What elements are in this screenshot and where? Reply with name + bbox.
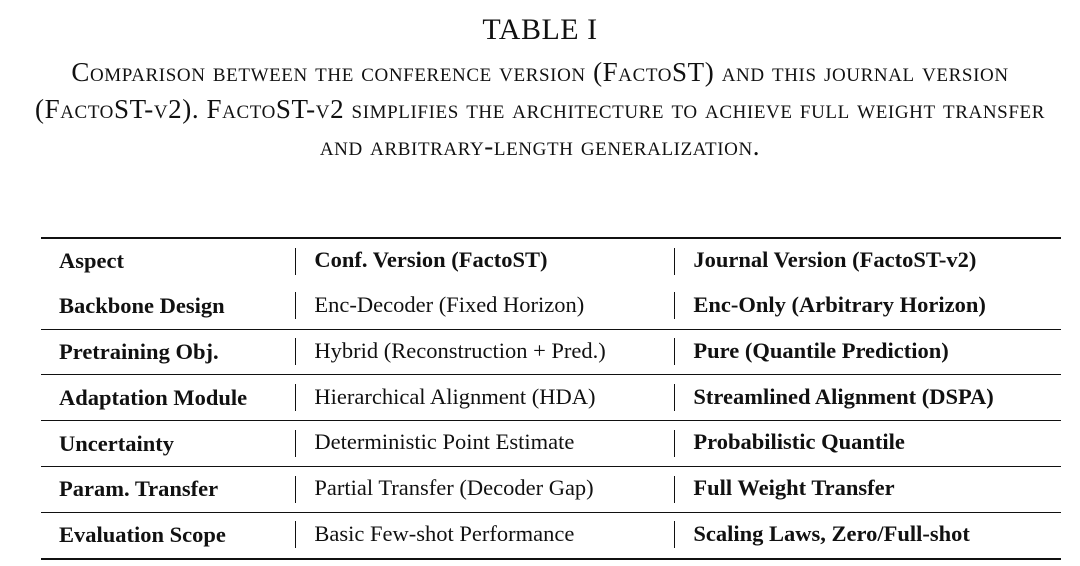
row-conf-value: Basic Few-shot Performance (314, 521, 575, 546)
column-separator (674, 384, 675, 411)
table-row (41, 512, 1061, 558)
row-conf-value: Partial Transfer (Decoder Gap) (314, 475, 594, 501)
row-journal-value: Enc-Only (Arbitrary Horizon) (693, 292, 986, 318)
row-conf-value: Hybrid (Reconstruction + Pred.) (314, 337, 606, 363)
column-separator (674, 476, 675, 503)
column-separator (295, 338, 296, 365)
column-separator (674, 292, 675, 319)
row-conf-value: Enc-Decoder (Fixed Horizon) (314, 292, 585, 318)
column-separator (295, 292, 296, 319)
column-separator (674, 430, 675, 457)
row-aspect: Param. Transfer (41, 466, 295, 512)
column-separator (295, 430, 296, 457)
comparison-table-container (41, 237, 1061, 560)
column-separator (674, 248, 675, 275)
table-caption (0, 12, 1080, 165)
comparison-table (41, 237, 1061, 560)
header-conf-version: Conf. Version (FactoST) (314, 247, 548, 273)
row-journal-value: Pure (Quantile Prediction) (693, 337, 949, 363)
column-separator (295, 248, 296, 275)
row-aspect: Adaptation Module (41, 375, 295, 421)
row-conf-value: Deterministic Point Estimate (314, 429, 575, 455)
table-header-row (41, 238, 1061, 284)
header-journal-version: Journal Version (FactoST-v2) (693, 247, 977, 273)
table-row (41, 421, 1061, 467)
table-row (41, 375, 1061, 421)
row-aspect: Pretraining Obj. (41, 329, 295, 375)
column-separator (295, 476, 296, 503)
column-separator (295, 384, 296, 411)
column-separator (674, 521, 675, 548)
table-label: TABLE I (482, 13, 598, 46)
row-journal-value: Scaling Laws, Zero/Full-shot (693, 521, 970, 546)
row-conf-value: Hierarchical Alignment (HDA) (314, 383, 596, 409)
row-aspect: Uncertainty (41, 421, 295, 467)
row-aspect: Evaluation Scope (41, 512, 295, 558)
table-row (41, 466, 1061, 512)
row-journal-value: Streamlined Alignment (DSPA) (693, 383, 994, 409)
row-journal-value: Probabilistic Quantile (693, 429, 905, 455)
table-row (41, 329, 1061, 375)
table-row (41, 284, 1061, 329)
column-separator (295, 521, 296, 548)
column-separator (674, 338, 675, 365)
row-aspect: Backbone Design (59, 293, 225, 319)
row-journal-value: Full Weight Transfer (693, 475, 895, 501)
header-aspect: Aspect (59, 248, 124, 274)
caption-text: Comparison between the conference version (FactoST) and this journal version (FactoST-v2). FactoST-v2 simplifies the architecture to achieve full weight transfer and arbitrary-length generalization. (35, 57, 1045, 161)
